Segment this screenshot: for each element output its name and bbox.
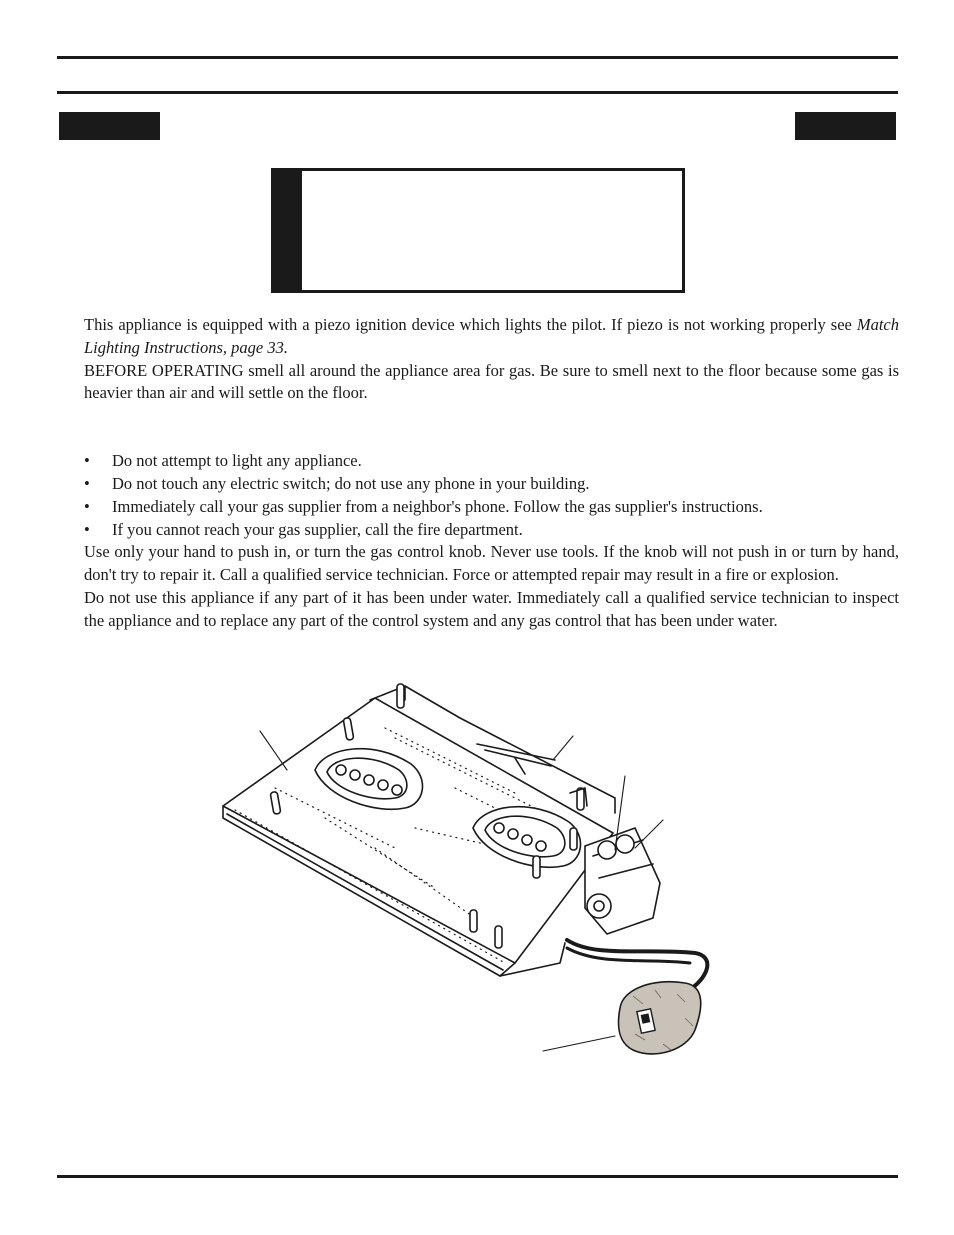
spacer — [84, 405, 899, 450]
before-operating-lead: BEFORE OPERATING — [84, 360, 244, 380]
bullet-glyph: • — [84, 496, 90, 516]
bullet-glyph: • — [84, 451, 90, 471]
bullet-glyph: • — [84, 519, 90, 539]
list-item-text: Immediately call your gas supplier from a neighbor's phone. Follow the gas supplier's instructions. — [112, 496, 763, 516]
piezo-text: This appliance is equipped with a piezo ignition device which lights the pilot. If piezo is not working properly see — [84, 315, 857, 334]
burner-assembly-illustration — [215, 678, 715, 1078]
top-rule — [57, 56, 898, 59]
list-item — [84, 450, 899, 473]
warning-box — [271, 168, 685, 293]
water-paragraph: Do not use this appliance if any part of it has been under water. Immediately call a qualified service technician to inspect the appliance and to replace any part of the control system and any gas control that has been under water. — [84, 587, 899, 630]
list-item — [84, 496, 899, 519]
match-lighting-reference: Match Lighting Instructions, page 33. — [84, 315, 899, 357]
gas-smell-list — [84, 450, 899, 541]
list-item-text: If you cannot reach your gas supplier, call the fire department. — [112, 519, 523, 539]
list-item — [84, 473, 899, 496]
rock-switch-housing — [618, 982, 700, 1054]
list-item-text: Do not attempt to light any appliance. — [112, 451, 362, 471]
knob-paragraph: Use only your hand to push in, or turn the gas control knob. Never use tools. If the knob will not push in or turn by hand, don't try to repair it. Call a qualified service technician. Force or attempted repair may result in a fire or explosion. — [84, 542, 899, 585]
piezo-paragraph — [84, 314, 899, 360]
list-item-text: Do not touch any electric switch; do not use any phone in your building. — [112, 473, 590, 493]
before-operating-paragraph — [84, 360, 899, 406]
right-section-tab — [795, 112, 896, 140]
before-operating-text: smell all around the appliance area for gas. Be sure to smell next to the floor because some gas is heavier than air and will settle on the floor. — [84, 360, 899, 403]
list-item — [84, 519, 899, 542]
footer-rule — [57, 1175, 898, 1178]
header-rule — [57, 91, 898, 94]
warning-bar — [274, 171, 302, 290]
instructions-text — [84, 314, 899, 633]
left-section-tab — [59, 112, 160, 140]
bullet-glyph: • — [84, 473, 90, 493]
